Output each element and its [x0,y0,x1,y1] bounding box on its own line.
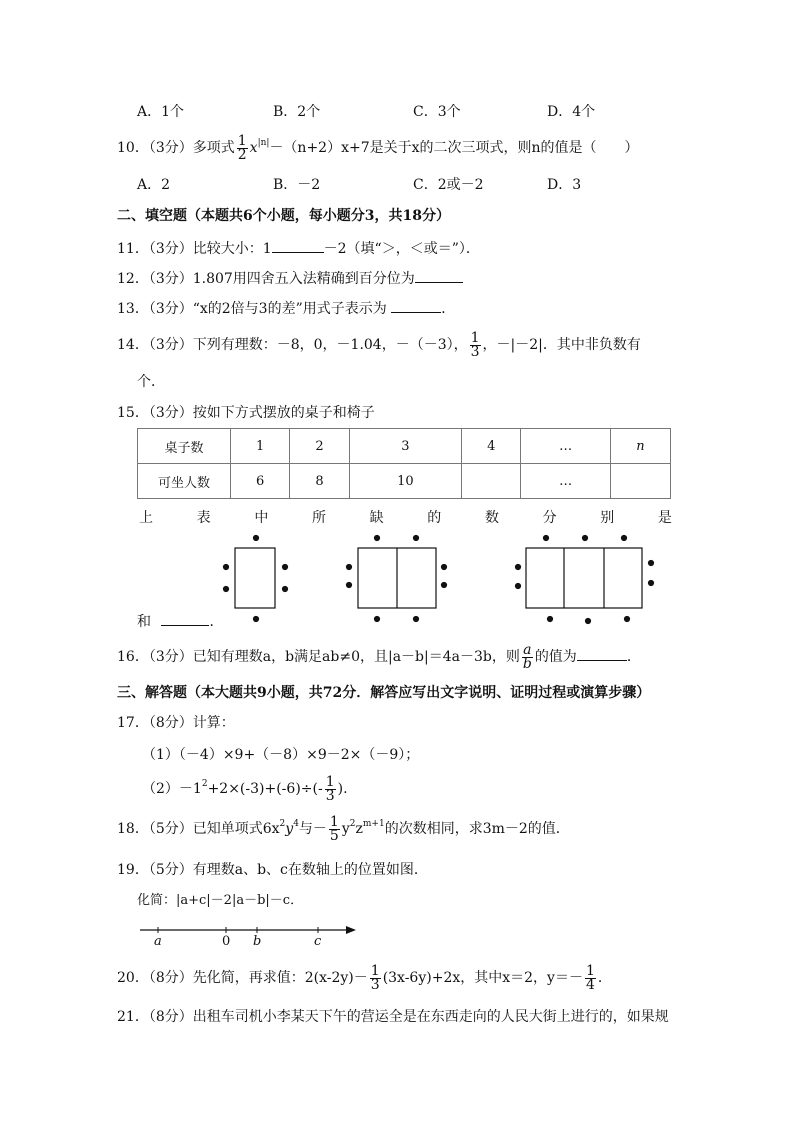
q10-option-d: D．3 [547,177,582,193]
q15-stem: 15．（3分）按如下方式摆放的桌子和椅子 [117,405,375,421]
q20-fraction-1: $\frac{1}{3}$ [370,962,380,993]
q17-p2-a: （2）－1 [142,781,202,797]
q10-option-a: A．2 [137,177,171,193]
q9-option-d: D．4个 [547,104,596,120]
q17-p2-b: +2×(-3)+(-6)÷(- [207,781,323,797]
question-21: 21．（8分）出租车司机小李某天下午的营运全是在东西走向的人民大街上进行的，如果规 [117,1009,669,1025]
axis-label-0: 0 [222,934,231,949]
q19-simplify: 化简：|a+c|－2|a－b|－c． [137,893,304,908]
axis-label-a: a [154,934,162,949]
question-18: 18．（5分）已知单项式$6x^2y^4$与－ $\frac{1}{5}$ $y^2z^{m+1}$的次数相同，求3m－2的值． [117,813,570,844]
section2-title: 二、填空题（本题共6个小题，每小题分3，共18分） [117,208,450,224]
q18-text-b: 与－ [298,821,327,837]
spread-char: 分 [542,510,557,526]
table-cell: 2 [290,429,349,464]
q15-blank-2 [161,611,209,626]
q20-end: ． [597,970,612,986]
q9-option-b: B．2个 [273,104,321,120]
q10-var: x [249,140,258,156]
q17-part2 [142,775,348,803]
question-20 [117,963,612,993]
q16-text-a: 16．（3分）已知有理数a，b满足ab≠0，且|a－b|＝4a－3b，则 [117,649,520,665]
spread-char: 所 [311,510,326,526]
q17-p2-c: ). [337,781,348,797]
q15-and: 和 [137,614,151,630]
axis-label-c: c [314,934,322,949]
table-cell: 4 [462,429,521,464]
q16-end: ． [626,649,641,665]
table-cell: … [521,464,611,499]
q14-fraction: $\frac{1}{3}$ [470,329,480,360]
q20-fraction-2: $\frac{1}{4}$ [585,962,595,993]
q14-text-b: ，－|－2|．其中非负数有 [482,337,641,353]
q15-tail [137,611,223,631]
q17-p2-exp: 2 [201,779,208,789]
spread-char: 缺 [369,510,384,526]
q18-text-a: 18．（5分）已知单项式6x [117,821,280,837]
table-diagram-2 [346,535,446,621]
table-cell: n [610,429,670,464]
q19-stem: 19．（5分）有理数a、b、c在数轴上的位置如图． [117,862,428,878]
q9-option-a: A．1个 [137,104,185,120]
spread-char: 的 [427,510,442,526]
table-diagram-1 [223,535,287,621]
q14-text-a: 14．（3分）下列有理数：－8，0，－1.04，－（－3）， [117,337,468,353]
q16-fraction: $\frac{a}{b}$ [522,641,532,672]
q16-blank [577,646,627,661]
q18-fraction: $\frac{1}{5}$ [329,813,339,844]
table-cell: … [521,429,611,464]
spread-char: 中 [254,510,269,526]
q13-end: ． [441,301,456,317]
q10-fraction: $\frac{1}{2}$ [237,132,247,163]
question-16 [117,643,641,671]
q14-line2: 个． [137,374,165,390]
table-cell: 10 [349,464,461,499]
q18-text-e: 的次数相同，求3m－2的值． [384,821,570,837]
table-cell: 6 [231,464,290,499]
spread-char: 数 [484,510,499,526]
q20-text-b: ，其中x＝2，y＝－ [460,970,583,986]
table-cell: 1 [231,429,290,464]
q17-part1: （1）（－4）×9+（－8）×9－2×（－9）； [142,747,420,763]
q10-mid: －（n+2）x+7是关于x的二次三项式，则n的值是（ ） [269,140,639,156]
q11-text-a: 11．（3分）比较大小：1 [117,241,272,257]
q16-text-b: 的值为 [534,649,577,665]
q10-prefix: 10．（3分）多项式 [117,140,235,156]
q17-fraction: $\frac{1}{3}$ [325,773,335,804]
q20-text-a: 20．（8分）先化简，再求值： [117,970,305,986]
q15-end: ． [209,614,224,630]
q12-text: 12．（3分）1.807用四舍五入法精确到百分位为 [117,271,415,287]
q13-text: 13．（3分）“x的2倍与3的差”用式子表示为 [117,301,387,317]
q10-option-c: C．2或－2 [413,177,484,193]
q10-option-b: B．－2 [273,177,321,193]
q10-exponent: |n| [257,138,270,148]
spread-char: 是 [657,510,672,526]
spread-char: 上 [139,510,153,526]
table-cell: 桌子数 [138,429,231,464]
spread-char: 别 [600,510,615,526]
axis-label-b: b [253,934,262,949]
number-line [140,926,356,934]
q20-expr2: (3x-6y)+2x [382,970,461,986]
q9-option-c: C．3个 [413,104,461,120]
q11-text-b: －2（填“＞，＜或＝”）． [323,241,480,257]
table-cell: 8 [290,464,349,499]
spread-char: 表 [196,510,211,526]
section3-title: 三、解答题（本大题共9小题，共72分．解答应写出文字说明、证明过程或演算步骤） [117,685,651,701]
table-cell: 3 [349,429,461,464]
q20-expr1: 2(x-2y)－ [304,970,368,986]
table-cell: 可坐人数 [138,464,231,499]
table-diagram-3 [515,535,653,623]
q17-stem: 17．（8分）计算： [117,715,235,731]
